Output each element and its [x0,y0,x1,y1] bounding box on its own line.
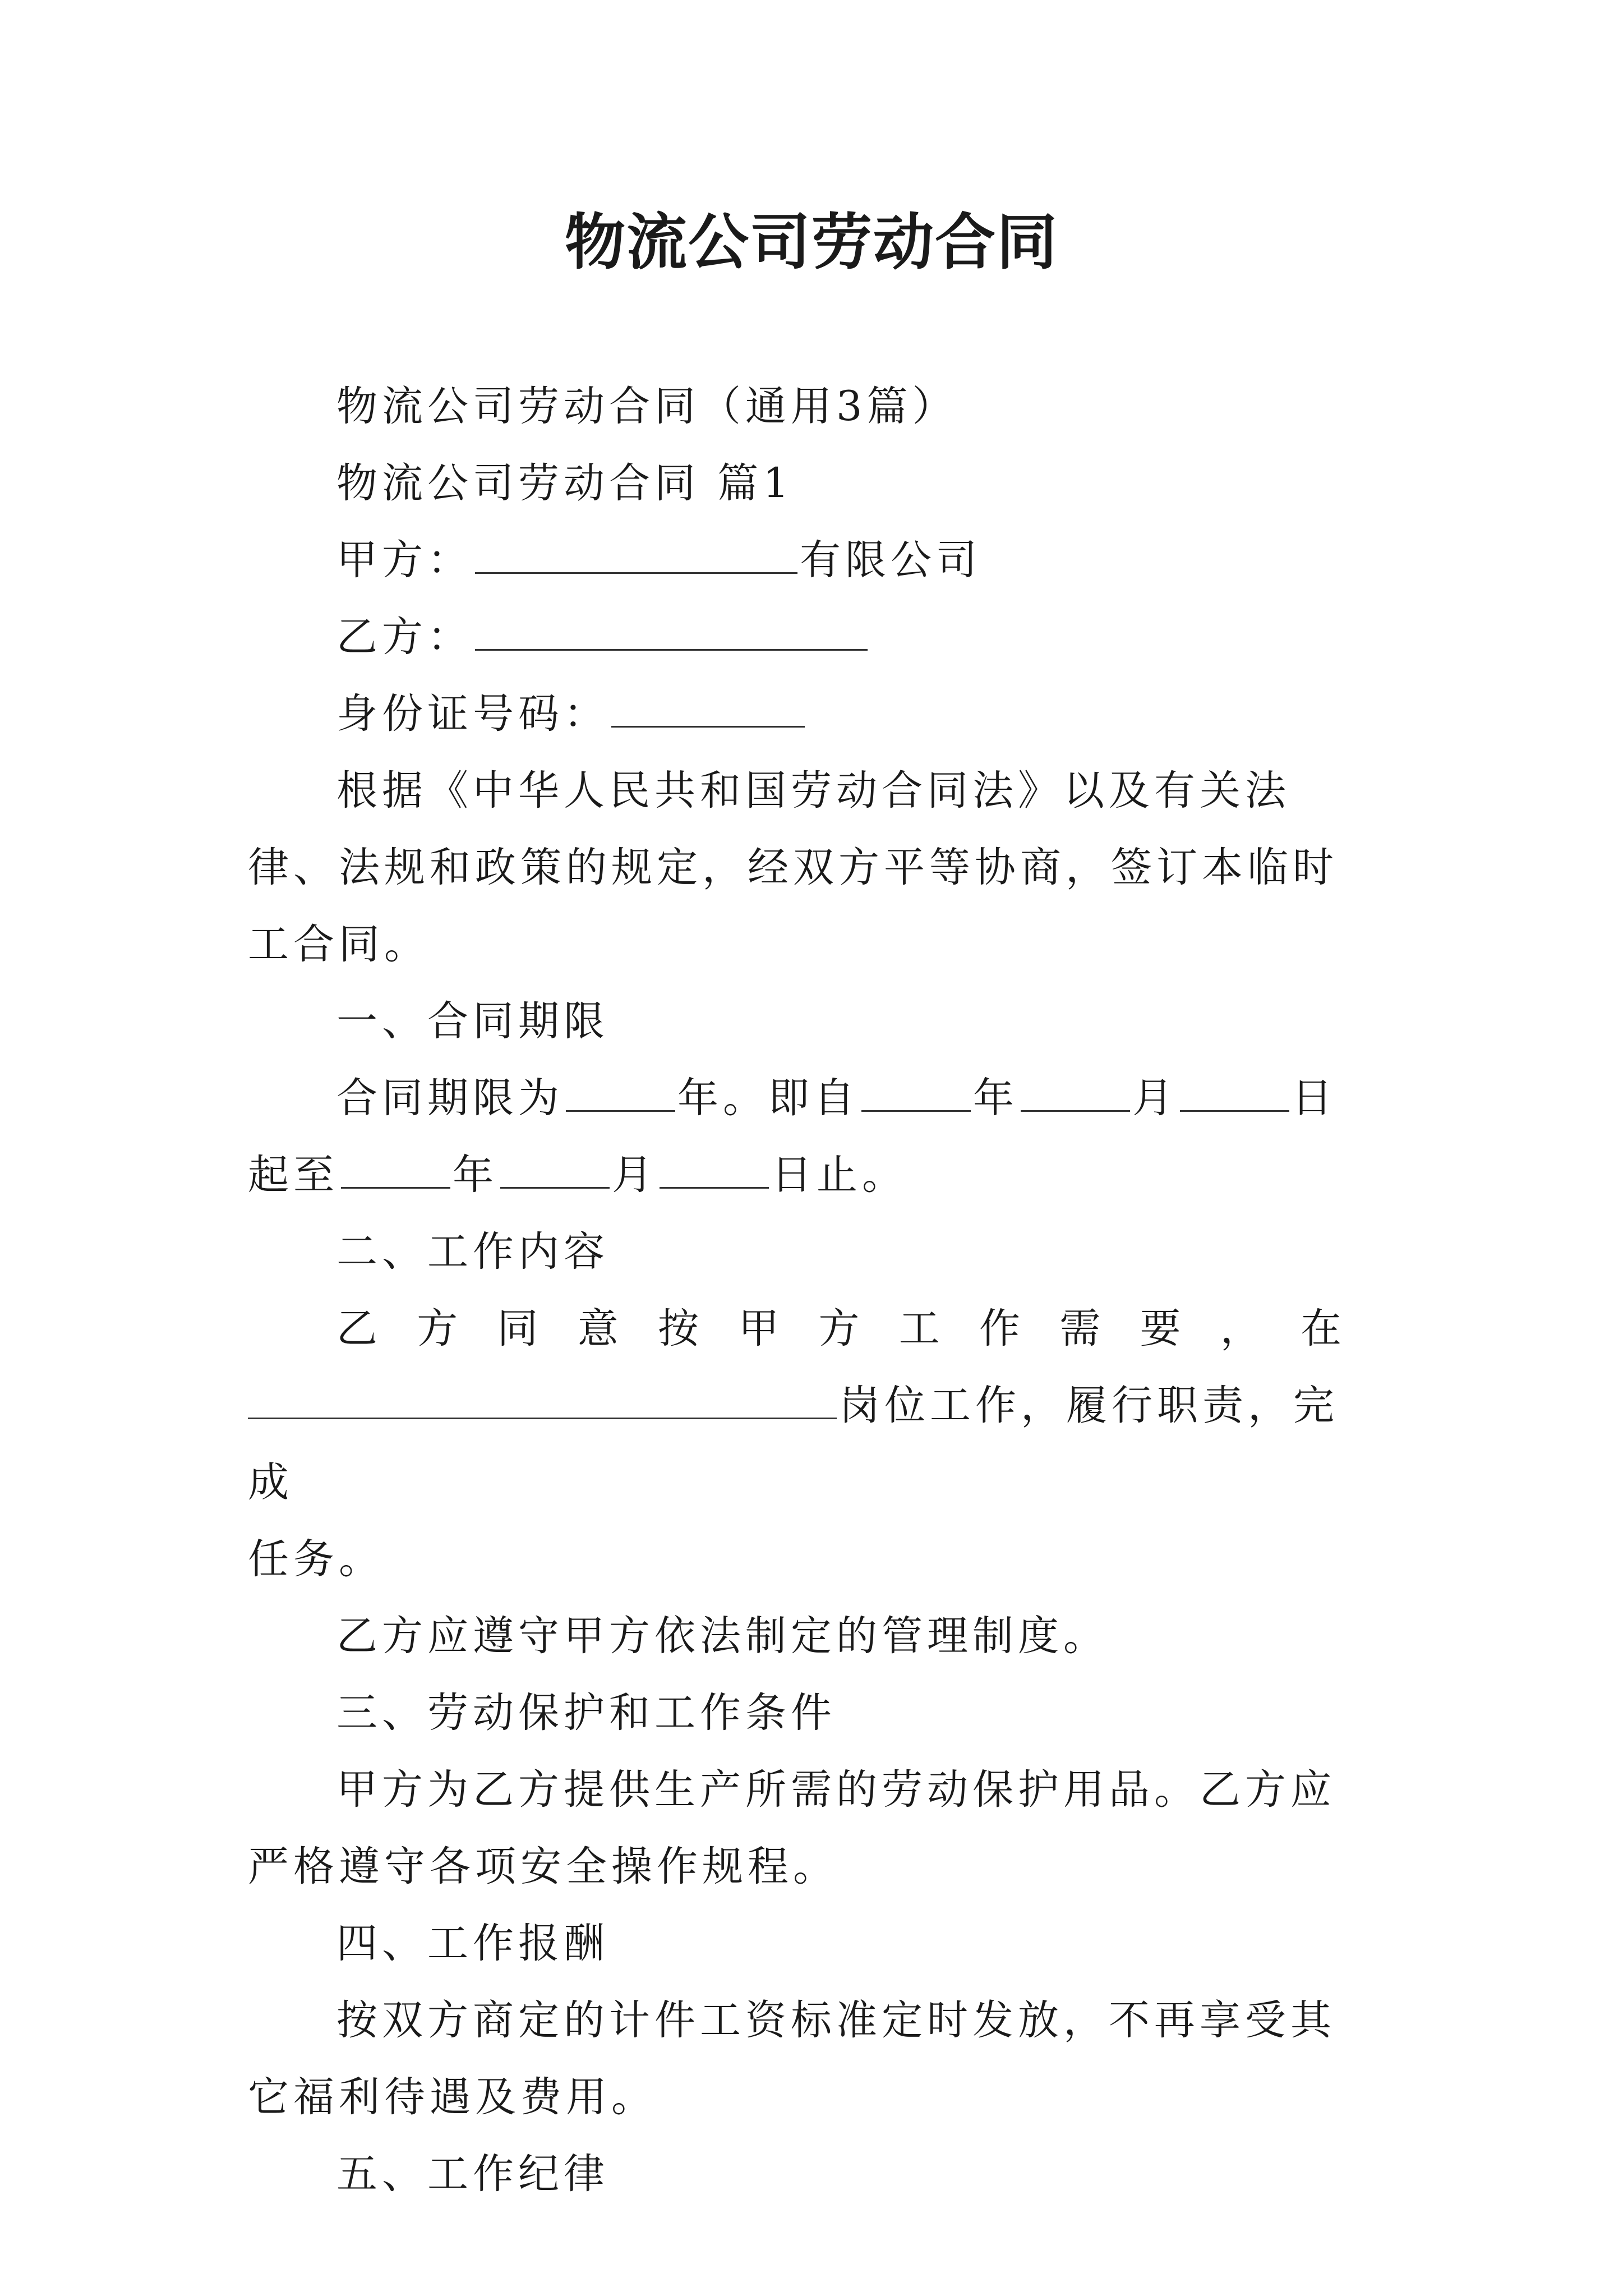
s2-paragraph2: 乙方应遵守甲方依法制定的管理制度。 [336,1612,1109,1660]
document-body [248,368,1375,2212]
intro-paragraph: 根据《中华人民共和国劳动合同法》以及有关法律、法规和政策的规定，经双方平等协商，签订本临时工合同。 [248,767,1338,968]
s2-line1: 乙方同意按甲方工作需要，在 [336,1305,1375,1352]
section-heading: 物流公司劳动合同 篇1 [336,459,794,507]
document-title: 物流公司劳动合同 [564,207,1058,278]
s1-text-g: 月 [612,1151,657,1199]
end-month-blank [500,1148,610,1189]
s3-heading: 三、劳动保护和工作条件 [336,1689,836,1737]
s4-heading: 四、工作报酬 [336,1920,609,1967]
start-day-blank [1180,1071,1289,1112]
term-years-blank [566,1071,675,1112]
start-year-blank [861,1071,971,1112]
party-b-blank [475,610,868,651]
s2-heading: 二、工作内容 [336,1228,609,1276]
party-b-line [248,599,1375,675]
s1-text-b: 年。即自 [677,1074,859,1122]
party-a-line [248,522,1375,599]
s3-paragraph: 甲方为乙方提供生产所需的劳动保护用品。乙方应严格遵守各项安全操作规程。 [248,1766,1336,1890]
s1-text-a: 合同期限为 [336,1074,564,1122]
position-blank [248,1378,837,1419]
s2-line3: 任务。 [248,1535,384,1583]
s1-text-h: 日止。 [771,1151,907,1199]
subtitle: 物流公司劳动合同（通用3篇） [336,383,958,430]
s5-heading: 五、工作纪律 [336,2150,609,2198]
party-a-label: 甲方： [336,536,473,584]
party-b-label: 乙方： [336,613,473,661]
party-a-blank [475,533,797,574]
s1-text-e: 日起至 [248,1074,1337,1199]
id-blank [611,687,805,728]
id-line [248,675,1375,752]
party-a-suffix: 有限公司 [800,536,981,584]
s1-term-paragraph [248,1060,1375,1213]
s2-line2-suffix: 岗位工作，履行职责，完成 [248,1382,1339,1506]
end-day-blank [660,1148,769,1189]
s1-text-d: 月 [1132,1074,1178,1122]
end-year-blank [341,1148,450,1189]
s1-text-c: 年 [973,1074,1018,1122]
s2-line2 [248,1367,1375,1521]
id-label: 身份证号码： [336,690,609,738]
s1-text-f: 年 [453,1151,498,1199]
s4-paragraph: 按双方商定的计件工资标准定时发放，不再享受其它福利待遇及费用。 [248,1996,1336,2121]
start-month-blank [1021,1071,1130,1112]
s1-heading: 一、合同期限 [336,997,609,1045]
